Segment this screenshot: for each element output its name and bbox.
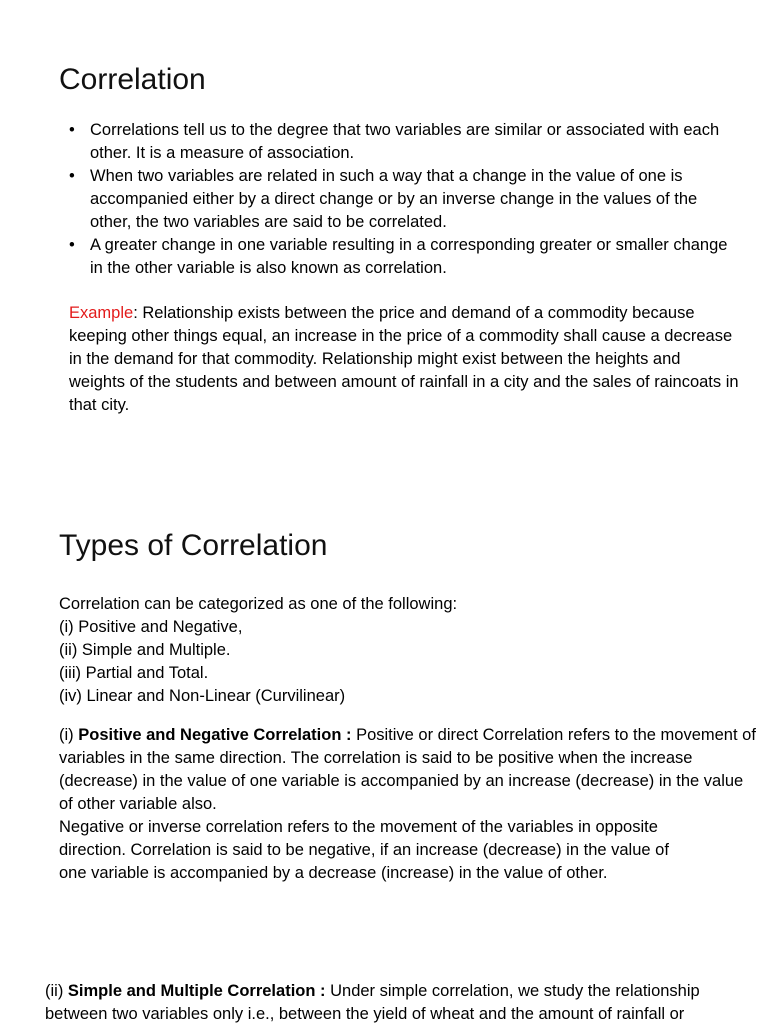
positive-text: Positive or direct Correlation refers to the movement of variables in the same direction. The correlation is said to be positive when the increase (decrease) in the value of one variable is accompanied by an increase (decrease) in the value of other variable also. — [59, 726, 756, 813]
simple-heading: Simple and Multiple Correlation : — [67, 982, 326, 1000]
positive-heading: Positive and Negative Correlation : — [78, 726, 352, 744]
bullet-item — [69, 119, 729, 165]
slide-title-correlation: Correlation — [59, 63, 206, 96]
example-text: : Relationship exists between the price and demand of a commodity because keeping other things equal, an increase in the price of a commodity shall cause a decrease in the demand for that commodity. Relationship might exist between the heights and weights of the students and between amount of rainfall in a city and the sales of raincoats in that city. — [69, 304, 739, 414]
types-intro: Correlation can be categorized as one of the following: — [59, 595, 458, 613]
positive-prefix: (i) — [59, 726, 79, 744]
types-list-item: (i) Positive and Negative, — [59, 618, 243, 636]
example-paragraph — [69, 302, 739, 417]
types-list-item: (iii) Partial and Total. — [59, 664, 209, 682]
bullet-dot-icon: • — [69, 121, 75, 139]
types-list — [59, 616, 739, 708]
bullet-text: Correlations tell us to the degree that two variables are similar or associated with each other. It is a measure of association. — [90, 121, 720, 162]
types-list-item: (ii) Simple and Multiple. — [59, 641, 231, 659]
types-list-item: (iv) Linear and Non-Linear (Curvilinear) — [59, 687, 346, 705]
simple-multiple-paragraph — [45, 980, 765, 1026]
slide-title-types: Types of Correlation — [59, 529, 328, 562]
bullet-item — [69, 165, 729, 234]
negative-paragraph: Negative or inverse correlation refers to the movement of the variables in opposite direction. Correlation is said to be negative, if an increase (decrease) in the value of one variable is accompanied by a decrease (increase) in the value of other. — [59, 818, 669, 882]
positive-negative-paragraph — [59, 724, 759, 816]
bullet-dot-icon: • — [69, 167, 75, 185]
correlation-bullet-list — [69, 119, 729, 280]
bullet-dot-icon: • — [69, 236, 75, 254]
bullet-item — [69, 234, 729, 280]
bullet-text: When two variables are related in such a way that a change in the value of one is accompanied either by a direct change or by an inverse change in the values of the other, the two variables are said to be correlated. — [90, 167, 698, 231]
bullet-text: A greater change in one variable resulting in a corresponding greater or smaller change in the other variable is also known as correlation. — [90, 236, 728, 277]
simple-text: Under simple correlation, we study the relationship between two variables only i.e., between the yield of wheat and the amount of rainfall or — [45, 982, 700, 1023]
simple-prefix: (ii) — [45, 982, 68, 1000]
example-label: Example — [69, 304, 134, 322]
